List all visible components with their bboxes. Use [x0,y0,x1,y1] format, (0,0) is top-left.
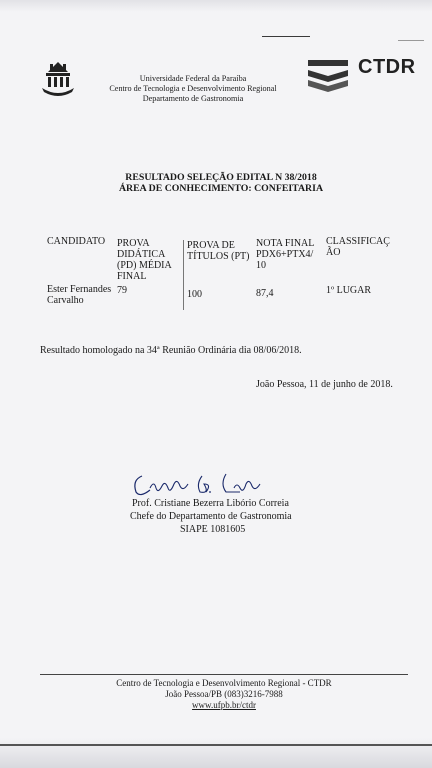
footer [40,678,408,711]
column-divider [183,280,184,310]
ctdr-logo-icon [304,56,352,92]
cell-candidate-name: Ester Fernandes Carvalho [47,284,112,306]
title-line-1: RESULTADO SELEÇÃO EDITAL N 38/2018 [125,172,317,183]
department-name: Departamento de Gastronomia [142,94,244,103]
cell-titles-score: 100 [187,289,202,300]
ufpb-crest-logo [40,58,76,98]
footer-website-link[interactable]: www.ufpb.br/ctdr [192,700,256,710]
scan-edge-top [0,0,432,12]
scan-mark-top [262,36,310,37]
header-didactic-exam: PROVA DIDÁTICA (PD) MÉDIA FINAL [117,238,172,282]
cell-classification: 1º LUGAR [326,285,372,296]
scan-mark-top-right [398,40,424,41]
footer-contact: João Pessoa/PB (083)3216-7988 [165,689,283,699]
scan-edge-bottom [0,738,432,768]
place-and-date: João Pessoa, 11 de junho de 2018. [256,379,393,390]
cell-final-grade: 87,4 [256,288,274,299]
cell-didactic-score: 79 [117,285,127,296]
footer-divider [40,674,408,675]
document-title [60,172,382,194]
header-classification: CLASSIFICAÇ ÃO [326,236,390,258]
ctdr-logo-text: CTDR [358,56,416,78]
signatory-role: Chefe do Departamento de Gastronomia [130,511,292,522]
signatory-name: Prof. Cristiane Bezerra Libório Correia [132,498,289,509]
header-titles-exam: PROVA DE TÍTULOS (PT) [187,240,250,262]
header-final-grade: NOTA FINAL PDX6+PTX4/ 10 [256,238,315,271]
title-line-2: ÁREA DE CONHECIMENTO: CONFEITARIA [118,183,324,194]
scan-mark-bottom [0,744,432,746]
institution-header [88,74,298,104]
homologation-note: Resultado homologado na 34ª Reunião Ordinária dia 08/06/2018. [40,345,302,356]
university-name: Universidade Federal da Paraíba [139,74,247,83]
header-candidate: CANDIDATO [47,236,106,247]
signatory-siape: SIAPE 1081605 [180,524,246,535]
footer-center-name: Centro de Tecnologia e Desenvolvimento Regional - CTDR [116,678,332,688]
center-name: Centro de Tecnologia e Desenvolvimento Regional [109,84,277,93]
